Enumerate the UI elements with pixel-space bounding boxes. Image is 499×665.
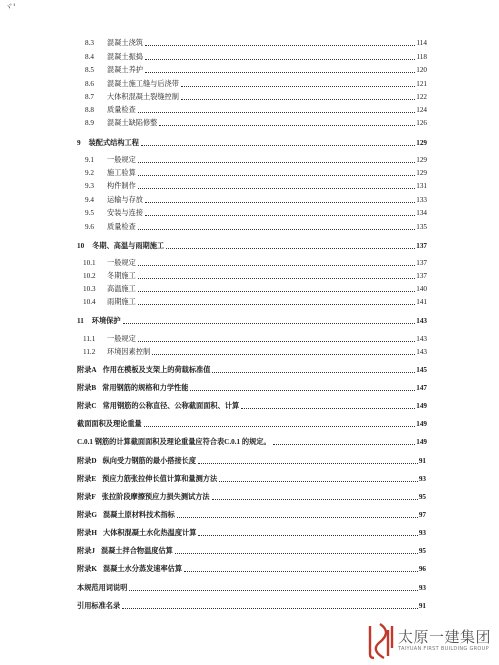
- dot-leader: [184, 571, 418, 572]
- toc-entry-number: 8.9: [85, 119, 94, 127]
- dot-leader: [138, 229, 415, 230]
- toc-chapter-entry[interactable]: [0, 240, 427, 251]
- toc-entry-number: 8.6: [85, 80, 94, 88]
- toc-chapter-entry[interactable]: [0, 315, 427, 326]
- toc-entry-number: 附录B: [77, 384, 97, 392]
- toc-entry-continuation[interactable]: [0, 418, 427, 429]
- dot-leader: [138, 112, 415, 113]
- toc-entry-page: 133: [416, 196, 427, 204]
- toc-entry-title: 混凝土浇筑: [107, 39, 143, 47]
- dot-leader: [138, 278, 415, 279]
- toc-entry-title: 张拉阶段摩擦预应力损失测试方法: [101, 493, 210, 501]
- toc-entry-title: 预应力筋张拉伸长值计算和量测方法: [102, 475, 218, 483]
- toc-chapter-entry[interactable]: [0, 137, 427, 148]
- toc-entry-page: 91: [418, 457, 426, 465]
- toc-appendix-entry[interactable]: [0, 545, 426, 556]
- toc-entry-title: 雨期施工: [107, 298, 136, 306]
- toc-entry[interactable]: [0, 207, 427, 218]
- toc-entry-title: 混凝土养护: [107, 66, 143, 74]
- company-logo-name: 太原一建集团: [398, 628, 492, 646]
- toc-entry-title: 构件制作: [107, 182, 136, 190]
- toc-entry-page: 114: [416, 39, 427, 47]
- toc-entry-number: 9.2: [85, 169, 94, 177]
- toc-entry[interactable]: [0, 346, 427, 357]
- toc-entry-title: 冬期、高温与雨期施工: [92, 242, 165, 250]
- toc-entry-number: 8.5: [85, 66, 94, 74]
- dot-leader: [241, 408, 415, 409]
- toc-entry-number: 9.3: [85, 182, 94, 190]
- toc-entry-title: 混凝土缺陷修整: [107, 119, 158, 127]
- dot-leader: [129, 590, 417, 591]
- toc-entry-title: 质量检查: [107, 106, 136, 114]
- toc-entry-title: 常用钢筋的公称直径、公称截面面积、计算: [102, 402, 240, 410]
- dot-leader: [138, 265, 415, 266]
- toc-entry-title: 截面面积及理论重量: [77, 420, 142, 428]
- toc-appendix-entry[interactable]: [0, 527, 426, 538]
- toc-entry-number: 9.5: [85, 209, 94, 217]
- toc-entry-number: 附录G: [77, 511, 97, 519]
- toc-entry-number: 8.3: [85, 39, 94, 47]
- toc-entry-title: 混凝土水分蒸发速率估算: [102, 565, 183, 573]
- toc-entry-title: 环境因素控制: [107, 348, 151, 356]
- toc-entry-number: 附录A: [77, 366, 97, 374]
- toc-entry-title: 常用钢筋的规格和力学性能: [102, 384, 189, 392]
- dot-leader: [181, 99, 415, 100]
- dot-leader: [145, 59, 416, 60]
- toc-entry-title: 大体积混凝土裂缝控制: [107, 93, 179, 101]
- toc-entry-title: 冬期施工: [107, 272, 136, 280]
- toc-entry-page: 143: [416, 317, 427, 325]
- dot-leader: [145, 72, 415, 73]
- toc-entry-number: 附录D: [77, 457, 97, 465]
- toc-entry-number: 附录J: [77, 547, 95, 555]
- toc-entry-title: 混凝土原材料技术指标: [102, 511, 175, 519]
- toc-entry-title: 安装与连接: [107, 209, 143, 217]
- dot-leader: [145, 45, 416, 46]
- toc-appendix-entry[interactable]: [0, 491, 426, 502]
- toc-entry-number: 10.3: [83, 285, 96, 293]
- toc-appendix-entry[interactable]: [0, 382, 427, 393]
- toc-entry-clause[interactable]: [0, 436, 427, 447]
- dot-leader: [138, 162, 415, 163]
- toc-entry-number: 8.8: [85, 106, 94, 114]
- toc-entry-number: 9.1: [85, 156, 94, 164]
- dot-leader: [145, 202, 415, 203]
- toc-entry[interactable]: [0, 104, 427, 115]
- dot-leader: [198, 463, 418, 464]
- dot-leader: [273, 444, 416, 445]
- dot-leader: [144, 426, 416, 427]
- toc-entry-page: 91: [418, 602, 426, 610]
- toc-entry[interactable]: [0, 257, 427, 268]
- toc-entry-number: 8.4: [85, 53, 94, 61]
- toc-entry[interactable]: [0, 221, 427, 232]
- toc-entry-page: 95: [418, 493, 426, 501]
- toc-entry-title: 装配式结构工程: [88, 139, 139, 147]
- dot-leader: [212, 372, 415, 373]
- toc-entry-page: 149: [416, 438, 427, 446]
- toc-entry-page: 135: [416, 223, 427, 231]
- toc-appendix-entry[interactable]: [0, 509, 426, 520]
- toc-entry-page: 129: [416, 139, 427, 147]
- dot-leader: [166, 248, 415, 249]
- toc-entry-number: 9: [77, 139, 81, 147]
- toc-appendix-entry[interactable]: [0, 473, 426, 484]
- dot-leader: [159, 125, 415, 126]
- toc-entry[interactable]: [0, 51, 427, 62]
- toc-entry-page: 93: [418, 529, 426, 537]
- dot-leader: [123, 323, 416, 324]
- toc-entry-page: 129: [416, 156, 427, 164]
- toc-entry-page: 143: [416, 348, 427, 356]
- dot-leader: [190, 390, 415, 391]
- toc-entry-title: 高温施工: [107, 285, 136, 293]
- toc-entry-number: 10.4: [83, 298, 96, 306]
- toc-entry[interactable]: [0, 154, 427, 165]
- toc-entry-title: 混凝土振捣: [107, 53, 143, 61]
- toc-entry-page: 124: [416, 106, 427, 114]
- toc-entry-page: 149: [416, 420, 427, 428]
- dot-leader: [175, 553, 418, 554]
- toc-entry[interactable]: [0, 167, 427, 178]
- toc-entry-page: 137: [416, 259, 427, 267]
- toc-entry-page: 97: [418, 511, 426, 519]
- toc-entry-title: 质量检查: [107, 223, 136, 231]
- toc-entry-plain[interactable]: [0, 600, 426, 611]
- toc-appendix-entry[interactable]: [0, 364, 427, 375]
- toc-entry-title: 纵向受力钢筋的最小搭接长度: [102, 457, 197, 465]
- toc-entry[interactable]: [0, 180, 427, 191]
- toc-entry-page: 93: [418, 475, 426, 483]
- dot-leader: [138, 341, 415, 342]
- toc-entry-page: 126: [416, 119, 427, 127]
- toc-entry-number: 附录H: [77, 529, 97, 537]
- toc-entry-page: 147: [416, 384, 427, 392]
- corner-mark: ヾ': [4, 3, 16, 13]
- toc-entry-title: 本规范用词说明: [77, 584, 128, 592]
- toc-entry-page: 134: [416, 209, 427, 217]
- toc-entry-number: 附录C: [77, 402, 97, 410]
- dot-leader: [138, 188, 415, 189]
- toc-entry-number: 9.6: [85, 223, 94, 231]
- toc-appendix-entry[interactable]: [0, 563, 426, 574]
- toc-entry-title: 环境保护: [91, 317, 121, 325]
- toc-entry-number: 10.2: [83, 272, 96, 280]
- toc-entry-plain[interactable]: [0, 582, 426, 593]
- toc-entry-number: 11: [77, 317, 84, 325]
- toc-entry-page: 96: [418, 565, 426, 573]
- toc-entry-title: 运输与存放: [107, 196, 143, 204]
- toc-entry-page: 129: [416, 169, 427, 177]
- toc-entry[interactable]: [0, 78, 427, 89]
- dot-leader: [141, 145, 415, 146]
- toc-entry[interactable]: [0, 296, 427, 307]
- company-logo-subtitle: TAIYUAN FIRST BUILDING GROUP: [398, 646, 489, 652]
- dot-leader: [152, 354, 415, 355]
- dot-leader: [122, 608, 418, 609]
- toc-entry-title: 一般规定: [107, 156, 136, 164]
- toc-entry-page: 137: [416, 242, 427, 250]
- toc-entry-title: 混凝土施工缝与后浇带: [107, 80, 179, 88]
- toc-entry[interactable]: [0, 117, 427, 128]
- toc-entry-number: 附录E: [77, 475, 97, 483]
- toc-entry-page: 149: [416, 402, 427, 410]
- toc-entry-title: 施工验算: [107, 169, 136, 177]
- dot-leader: [219, 481, 418, 482]
- dot-leader: [138, 304, 415, 305]
- dot-leader: [181, 86, 415, 87]
- toc-entry-page: 137: [416, 272, 427, 280]
- dot-leader: [138, 175, 415, 176]
- toc-entry-title: 大体积混凝土水化热温度计算: [102, 529, 197, 537]
- toc-entry[interactable]: [0, 283, 427, 294]
- toc-entry-page: 145: [416, 366, 427, 374]
- toc-entry-page: 93: [418, 584, 426, 592]
- toc-entry-title: 作用在模板及支架上的荷载标准值: [102, 366, 211, 374]
- toc-entry[interactable]: [0, 64, 427, 75]
- dot-leader: [177, 517, 418, 518]
- toc-entry-page: 120: [416, 66, 427, 74]
- toc-entry-title: 一般规定: [107, 259, 136, 267]
- toc-entry[interactable]: [0, 270, 427, 281]
- toc-appendix-entry[interactable]: [0, 400, 427, 411]
- toc-entry-number: 9.4: [85, 196, 94, 204]
- dot-leader: [212, 499, 418, 500]
- toc-entry-page: 122: [416, 93, 427, 101]
- toc-entry[interactable]: [0, 37, 427, 48]
- toc-entry[interactable]: [0, 194, 427, 205]
- toc-entry-number: 10: [77, 242, 85, 250]
- toc-entry-title: 混凝土拌合物温度估算: [100, 547, 173, 555]
- toc-entry-number: 附录F: [77, 493, 96, 501]
- toc-entry-number: 10.1: [83, 259, 96, 267]
- toc-entry-title: 引用标准名录: [77, 602, 121, 610]
- dot-leader: [145, 215, 415, 216]
- toc-entry[interactable]: [0, 333, 427, 344]
- toc-entry-title: C.0.1 钢筋的计算截面面积及理论重量应符合表C.0.1 的规定。: [77, 438, 271, 446]
- toc-entry-title: 一般规定: [107, 335, 136, 343]
- toc-entry-number: 附录K: [77, 565, 97, 573]
- toc-entry-page: 141: [416, 298, 427, 306]
- dot-leader: [198, 535, 417, 536]
- dot-leader: [138, 291, 415, 292]
- toc-appendix-entry[interactable]: [0, 455, 426, 466]
- toc-entry-page: 95: [418, 547, 426, 555]
- toc-entry-page: 131: [416, 182, 427, 190]
- toc-entry-number: 11.2: [83, 348, 96, 356]
- toc-entry-number: 11.1: [83, 335, 96, 343]
- toc-entry[interactable]: [0, 91, 427, 102]
- toc-entry-number: 8.7: [85, 93, 94, 101]
- toc-entry-page: 121: [416, 80, 427, 88]
- toc-entry-page: 118: [416, 53, 427, 61]
- toc-entry-page: 140: [416, 285, 427, 293]
- toc-entry-page: 143: [416, 335, 427, 343]
